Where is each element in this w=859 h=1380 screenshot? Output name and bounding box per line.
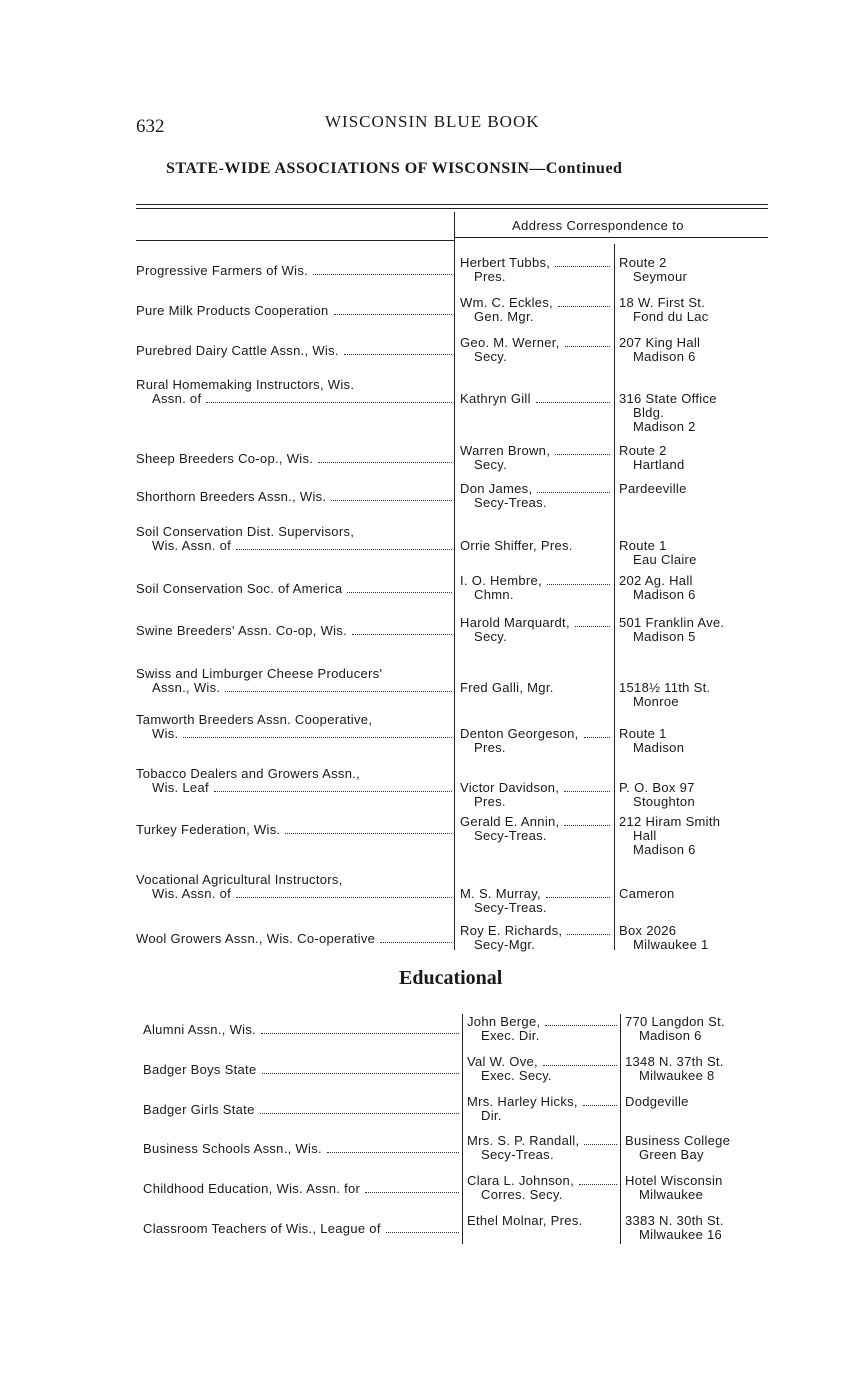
organization-line (136, 582, 452, 596)
address-line: P. O. Box 97 (619, 781, 695, 795)
officer-line-text: John Berge, (467, 1015, 541, 1029)
organization-line (136, 264, 452, 278)
address-line: 316 State Office (619, 392, 717, 406)
organization-name (136, 525, 452, 553)
address (625, 1134, 775, 1162)
officer-line (460, 336, 610, 350)
officer-line (460, 539, 610, 553)
address-line: Route 2 (619, 444, 667, 458)
officer-line (460, 781, 610, 795)
address (619, 924, 769, 952)
officer-name (460, 539, 610, 553)
officer-line-text: Mrs. S. P. Randall, (467, 1134, 580, 1148)
officer-line (460, 574, 610, 588)
leader-dots (285, 823, 452, 834)
organization-line: Vocational Agricultural Instructors, (136, 873, 343, 887)
officer-line-text: Gerald E. Annin, (460, 815, 560, 829)
address-line: Madison 6 (633, 843, 696, 857)
officer-line (460, 256, 610, 270)
organization-name (136, 582, 452, 596)
officer-name (467, 1095, 617, 1123)
officer-line-text: Victor Davidson, (460, 781, 560, 795)
officer-title: Pres. (474, 270, 506, 284)
organization-name (136, 932, 452, 946)
address (619, 296, 769, 324)
organization-name (136, 264, 452, 278)
organization-line-text: Childhood Education, Wis. Assn. for (143, 1182, 361, 1196)
header-underline-right (454, 237, 768, 238)
organization-line (136, 344, 452, 358)
organization-line (136, 539, 452, 553)
leader-dots (537, 482, 610, 493)
officer-line-text: Don James, (460, 482, 533, 496)
column-divider-3 (462, 1014, 463, 1244)
leader-dots (583, 1095, 617, 1106)
address-line: 18 W. First St. (619, 296, 706, 310)
address-line: Hotel Wisconsin (625, 1174, 723, 1188)
officer-line (460, 887, 610, 901)
organization-line (136, 490, 452, 504)
organization-line (136, 681, 452, 695)
address (625, 1095, 775, 1109)
officer-name (460, 616, 610, 644)
officer-line (460, 616, 610, 630)
leader-dots (347, 582, 452, 593)
officer-line-text: Ethel Molnar, Pres. (467, 1214, 583, 1228)
officer-name (460, 681, 610, 695)
officer-title: Pres. (474, 795, 506, 809)
leader-dots (206, 392, 452, 403)
address-line: Fond du Lac (633, 310, 709, 324)
officer-line-text: Herbert Tubbs, (460, 256, 551, 270)
officer-line-text: I. O. Hembre, (460, 574, 542, 588)
officer-line-text: Orrie Shiffer, Pres. (460, 539, 573, 553)
officer-title: Secy-Treas. (474, 496, 547, 510)
organization-line: Soil Conservation Dist. Supervisors, (136, 525, 355, 539)
organization-line (136, 887, 452, 901)
top-rule-2 (136, 208, 768, 209)
leader-dots (555, 444, 610, 455)
organization-line-text: Wool Growers Assn., Wis. Co-operative (136, 932, 376, 946)
officer-name (467, 1174, 617, 1202)
organization-line (143, 1023, 459, 1037)
address-line: Route 1 (619, 727, 667, 741)
officer-line (467, 1015, 617, 1029)
organization-line (136, 823, 452, 837)
officer-line-text: Denton Georgeson, (460, 727, 579, 741)
leader-dots (327, 1142, 459, 1153)
organization-line-text: Swine Breeders' Assn. Co-op, Wis. (136, 624, 348, 638)
address-line: Madison 2 (633, 420, 696, 434)
organization-line (136, 727, 452, 741)
address-line: 3383 N. 30th St. (625, 1214, 724, 1228)
organization-line-text: Turkey Federation, Wis. (136, 823, 281, 837)
officer-line (460, 924, 610, 938)
officer-line-text: Harold Marquardt, (460, 616, 570, 630)
address (625, 1174, 775, 1202)
officer-title: Secy-Treas. (474, 829, 547, 843)
organization-name (136, 624, 452, 638)
address-line: Madison 6 (633, 350, 696, 364)
address-line: Monroe (633, 695, 679, 709)
officer-line (467, 1134, 617, 1148)
organization-line (143, 1182, 459, 1196)
address-line: Seymour (633, 270, 688, 284)
leader-dots (543, 1055, 617, 1066)
leader-dots (334, 304, 452, 315)
column-divider-4 (620, 1014, 621, 1244)
address-line: Route 1 (619, 539, 667, 553)
officer-line-text: Fred Galli, Mgr. (460, 681, 554, 695)
address-line: Milwaukee 16 (639, 1228, 723, 1242)
officer-name (460, 781, 610, 809)
officer-line (460, 444, 610, 458)
officer-line (460, 681, 610, 695)
leader-dots (183, 727, 452, 738)
organization-name (143, 1023, 459, 1037)
address-line: Stoughton (633, 795, 695, 809)
organization-line (136, 452, 452, 466)
officer-name (467, 1214, 617, 1228)
officer-line (460, 815, 610, 829)
officer-title: Dir. (481, 1109, 502, 1123)
officer-line (460, 482, 610, 496)
leader-dots (225, 681, 452, 692)
organization-name (136, 452, 452, 466)
leader-dots (584, 727, 610, 738)
leader-dots (352, 624, 452, 635)
officer-title: Corres. Secy. (481, 1188, 563, 1202)
officer-line-text: Val W. Ove, (467, 1055, 538, 1069)
organization-name (143, 1142, 459, 1156)
header-underline-left (136, 240, 454, 241)
column-divider-2 (614, 244, 615, 950)
leader-dots (380, 932, 452, 943)
address (619, 681, 769, 709)
officer-name (460, 336, 610, 364)
organization-name (136, 490, 452, 504)
address (625, 1214, 775, 1242)
organization-line-text: Progressive Farmers of Wis. (136, 264, 309, 278)
address (619, 574, 769, 602)
leader-dots (579, 1174, 617, 1185)
leader-dots (546, 887, 610, 898)
address-line: Cameron (619, 887, 675, 901)
organization-line (143, 1222, 459, 1236)
officer-line (460, 392, 610, 406)
officer-line-text: Warren Brown, (460, 444, 551, 458)
organization-line-text: Business Schools Assn., Wis. (143, 1142, 322, 1156)
address-line: 501 Franklin Ave. (619, 616, 725, 630)
officer-name (460, 727, 610, 755)
leader-dots (545, 1015, 617, 1026)
organization-name (143, 1222, 459, 1236)
address-line: Dodgeville (625, 1095, 689, 1109)
officer-name (460, 815, 610, 843)
address-line: Eau Claire (633, 553, 697, 567)
address (619, 815, 769, 857)
address-line: Madison (633, 741, 685, 755)
officer-name (460, 296, 610, 324)
officer-title: Pres. (474, 741, 506, 755)
organization-line-text: Badger Girls State (143, 1103, 255, 1117)
organization-line (143, 1103, 459, 1117)
leader-dots (260, 1103, 459, 1114)
organization-line (143, 1063, 459, 1077)
leader-dots (555, 256, 610, 267)
address-line: Madison 6 (639, 1029, 702, 1043)
officer-line (460, 727, 610, 741)
address-line: 770 Langdon St. (625, 1015, 725, 1029)
address-line: 202 Ag. Hall (619, 574, 693, 588)
organization-name (136, 713, 452, 741)
organization-line-text: Pure Milk Products Cooperation (136, 304, 329, 318)
leader-dots (386, 1222, 459, 1233)
leader-dots (236, 887, 452, 898)
address-line: Box 2026 (619, 924, 677, 938)
address-line: 1518½ 11th St. (619, 681, 711, 695)
address-line: 207 King Hall (619, 336, 701, 350)
officer-line (460, 296, 610, 310)
organization-name (143, 1103, 459, 1117)
organization-line-text: Alumni Assn., Wis. (143, 1023, 257, 1037)
officer-title: Chmn. (474, 588, 514, 602)
organization-line (143, 1142, 459, 1156)
address (619, 392, 769, 434)
organization-line-text: Assn., Wis. (152, 681, 221, 695)
leader-dots (318, 452, 452, 463)
address (619, 727, 769, 755)
running-title: WISCONSIN BLUE BOOK (325, 112, 540, 131)
officer-name (467, 1055, 617, 1083)
officer-name (460, 444, 610, 472)
organization-line (136, 624, 452, 638)
leader-dots (564, 815, 610, 826)
top-rule-1 (136, 204, 768, 205)
leader-dots (575, 616, 610, 627)
leader-dots (536, 392, 610, 403)
address (619, 539, 769, 567)
organization-line-text: Shorthorn Breeders Assn., Wis. (136, 490, 327, 504)
address (619, 256, 769, 284)
address (619, 336, 769, 364)
officer-line-text: Roy E. Richards, (460, 924, 563, 938)
address-line: Madison 5 (633, 630, 696, 644)
column-divider-1 (454, 212, 455, 950)
address-line: Milwaukee (639, 1188, 704, 1202)
address-line: Green Bay (639, 1148, 704, 1162)
leader-dots (567, 924, 610, 935)
officer-name (460, 392, 610, 406)
address-line: 212 Hiram Smith (619, 815, 721, 829)
officer-line-text: M. S. Murray, (460, 887, 541, 901)
officer-name (460, 574, 610, 602)
officer-name (460, 256, 610, 284)
organization-line-text: Assn. of (152, 392, 202, 406)
organization-line (136, 392, 452, 406)
organization-name (136, 378, 452, 406)
organization-line-text: Wis. Assn. of (152, 539, 232, 553)
officer-line (467, 1095, 617, 1109)
section-heading-educational: Educational (399, 967, 503, 989)
officer-name (460, 887, 610, 915)
organization-line: Tamworth Breeders Assn. Cooperative, (136, 713, 373, 727)
organization-line-text: Soil Conservation Soc. of America (136, 582, 343, 596)
leader-dots (236, 539, 452, 550)
organization-line-text: Wis. Leaf (152, 781, 209, 795)
organization-line (136, 781, 452, 795)
organization-line: Rural Homemaking Instructors, Wis. (136, 378, 355, 392)
officer-line-text: Mrs. Harley Hicks, (467, 1095, 578, 1109)
leader-dots (558, 296, 610, 307)
officer-name (467, 1134, 617, 1162)
officer-title: Secy-Treas. (474, 901, 547, 915)
leader-dots (344, 344, 452, 355)
officer-title: Secy. (474, 350, 508, 364)
leader-dots (547, 574, 610, 585)
address-line: Madison 6 (633, 588, 696, 602)
address (619, 887, 769, 901)
organization-name (136, 873, 452, 901)
officer-line (467, 1174, 617, 1188)
officer-title: Gen. Mgr. (474, 310, 534, 324)
officer-title: Secy-Mgr. (474, 938, 536, 952)
address-line: Hartland (633, 458, 685, 472)
officer-name (460, 482, 610, 510)
address (625, 1055, 775, 1083)
leader-dots (565, 336, 610, 347)
organization-line (136, 304, 452, 318)
organization-line: Tobacco Dealers and Growers Assn., (136, 767, 361, 781)
address (619, 781, 769, 809)
organization-name (143, 1063, 459, 1077)
organization-line (136, 932, 452, 946)
organization-line: Swiss and Limburger Cheese Producers' (136, 667, 383, 681)
officer-title: Exec. Secy. (481, 1069, 552, 1083)
leader-dots (313, 264, 452, 275)
address (619, 616, 769, 644)
address (625, 1015, 775, 1043)
address-line: Hall (633, 829, 657, 843)
organization-line-text: Badger Boys State (143, 1063, 257, 1077)
officer-name (467, 1015, 617, 1043)
address-line: Route 2 (619, 256, 667, 270)
leader-dots (365, 1182, 459, 1193)
column-header: Address Correspondence to (512, 218, 684, 233)
leader-dots (331, 490, 452, 501)
organization-name (136, 344, 452, 358)
organization-name (143, 1182, 459, 1196)
section-title: STATE-WIDE ASSOCIATIONS OF WISCONSIN—Continued (166, 160, 623, 177)
officer-title: Secy. (474, 630, 508, 644)
address-line: Bldg. (633, 406, 665, 420)
officer-line (467, 1214, 617, 1228)
address (619, 482, 769, 496)
officer-line-text: Kathryn Gill (460, 392, 531, 406)
organization-name (136, 667, 452, 695)
officer-line (467, 1055, 617, 1069)
address (619, 444, 769, 472)
organization-line-text: Purebred Dairy Cattle Assn., Wis. (136, 344, 339, 358)
organization-line-text: Classroom Teachers of Wis., League of (143, 1222, 381, 1236)
organization-line-text: Sheep Breeders Co-op., Wis. (136, 452, 314, 466)
organization-line-text: Wis. Assn. of (152, 887, 232, 901)
organization-name (136, 304, 452, 318)
officer-title: Exec. Dir. (481, 1029, 540, 1043)
leader-dots (262, 1063, 460, 1074)
address-line: Business College (625, 1134, 731, 1148)
address-line: Pardeeville (619, 482, 687, 496)
address-line: 1348 N. 37th St. (625, 1055, 724, 1069)
officer-line-text: Clara L. Johnson, (467, 1174, 574, 1188)
leader-dots (584, 1134, 617, 1145)
officer-title: Secy-Treas. (481, 1148, 554, 1162)
leader-dots (214, 781, 452, 792)
page-number: 632 (136, 116, 165, 137)
organization-name (136, 823, 452, 837)
officer-name (460, 924, 610, 952)
leader-dots (564, 781, 610, 792)
address-line: Milwaukee 8 (639, 1069, 715, 1083)
leader-dots (261, 1023, 459, 1034)
organization-name (136, 767, 452, 795)
officer-line-text: Geo. M. Werner, (460, 336, 560, 350)
organization-line-text: Wis. (152, 727, 179, 741)
officer-line-text: Wm. C. Eckles, (460, 296, 554, 310)
officer-title: Secy. (474, 458, 508, 472)
address-line: Milwaukee 1 (633, 938, 709, 952)
